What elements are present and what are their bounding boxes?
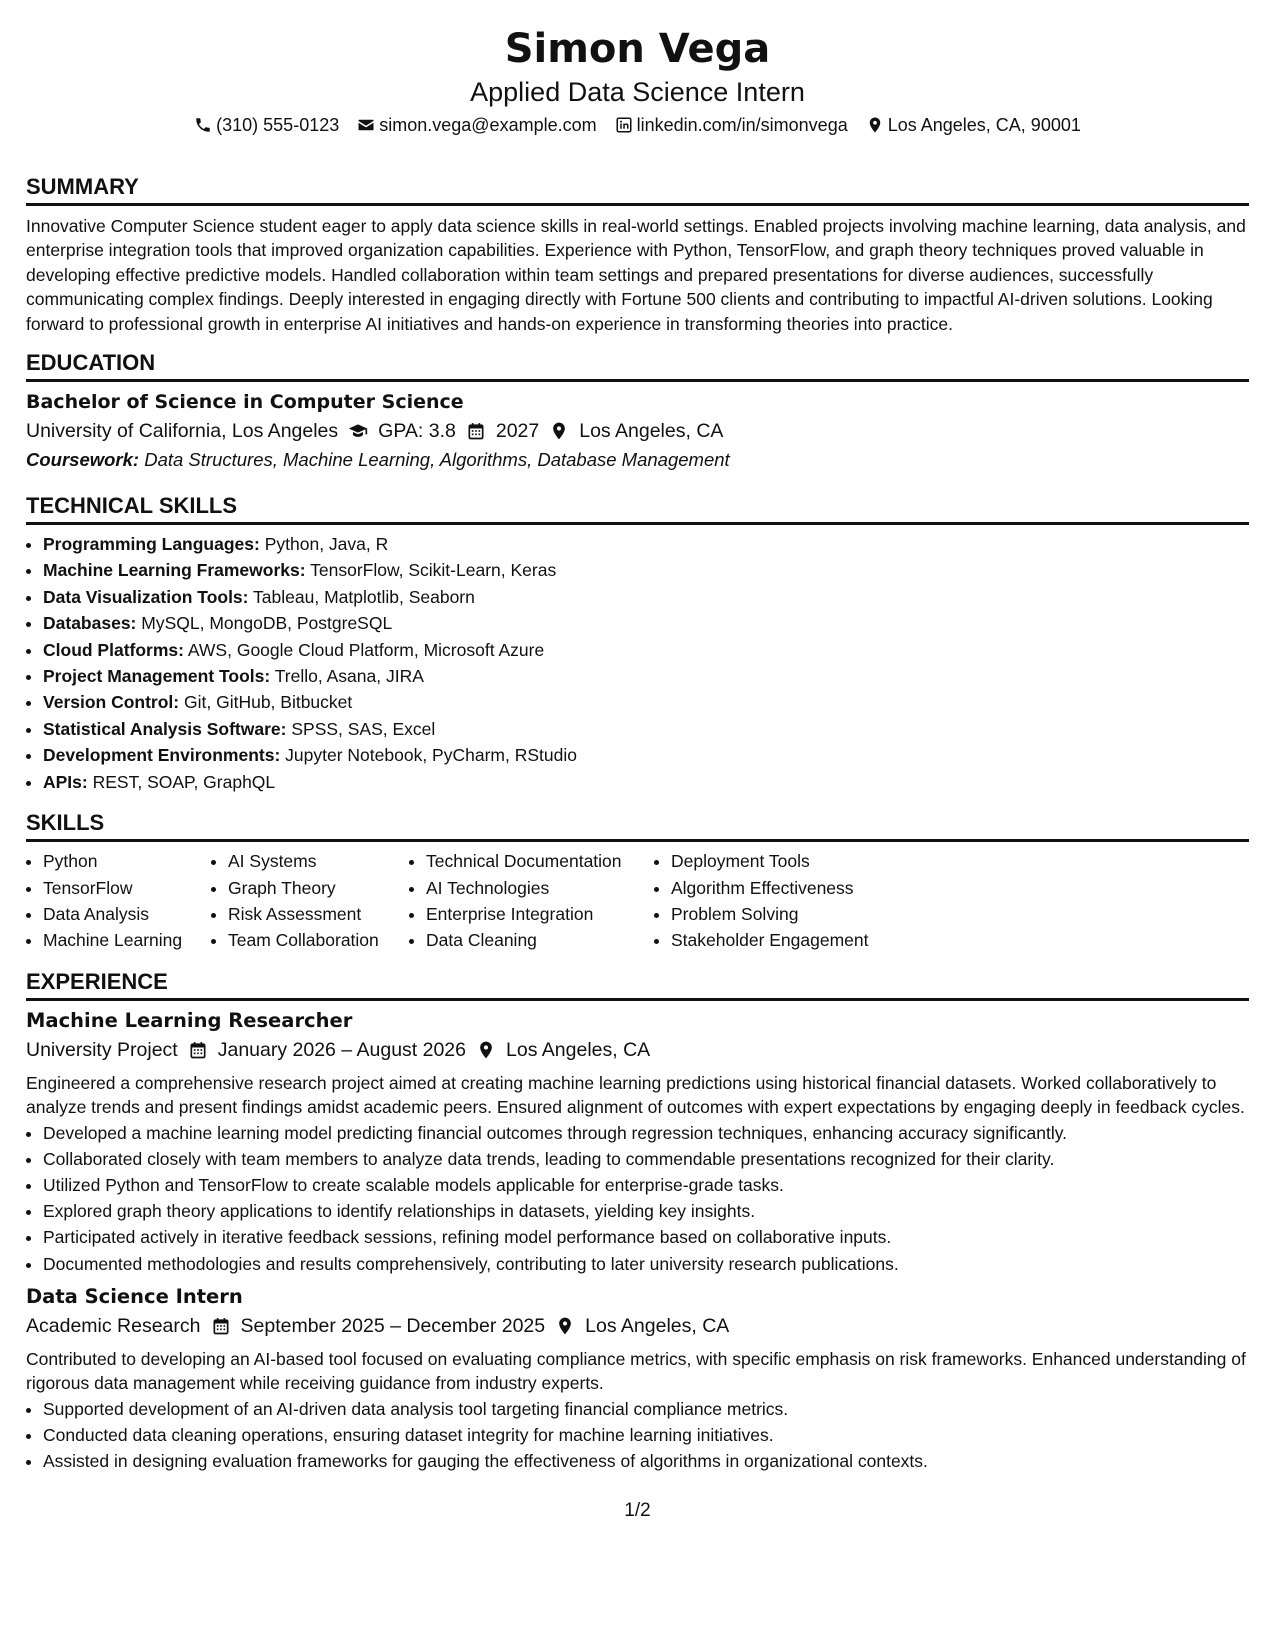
- list-item: [43, 557, 1249, 583]
- school-location: Los Angeles, CA: [579, 420, 724, 443]
- section-heading-skills: SKILLS: [26, 809, 1249, 842]
- list-item: • Machine Learning: [43, 927, 211, 953]
- list-item: • Deployment Tools: [671, 848, 911, 874]
- education-section: [26, 349, 1249, 474]
- section-heading-education: EDUCATION: [26, 349, 1249, 382]
- skill-values: Tableau, Matplotlib, Seaborn: [253, 586, 475, 607]
- calendar-icon: [466, 421, 486, 441]
- section-heading-technical-skills: TECHNICAL SKILLS: [26, 492, 1249, 525]
- skill-category: Project Management Tools:: [43, 666, 271, 687]
- skill-values: Git, GitHub, Bitbucket: [184, 692, 353, 713]
- list-item: • Data Analysis: [43, 901, 211, 927]
- list-item: • Collaborated closely with team members to analyze data trends, leading to commendable presentations recognized for their clarity.: [43, 1146, 1249, 1172]
- list-item: [43, 689, 1249, 715]
- list-item: • AI Systems: [228, 848, 409, 874]
- candidate-name: Simon Vega: [504, 26, 771, 72]
- job-organization: Academic Research: [26, 1314, 201, 1337]
- skill-values: MySQL, MongoDB, PostgreSQL: [141, 613, 393, 634]
- list-item: • Conducted data cleaning operations, ensuring dataset integrity for machine learning initiatives.: [43, 1422, 1249, 1448]
- job-dates: January 2026 – August 2026: [217, 1038, 467, 1061]
- list-item: • Risk Assessment: [228, 901, 409, 927]
- linkedin-icon: [615, 116, 633, 134]
- list-item: • Participated actively in iterative feedback sessions, refining model performance based on collaborative inputs.: [43, 1224, 1249, 1250]
- coursework-line: [26, 446, 1249, 474]
- list-item: • Supported development of an AI-driven data analysis tool targeting financial compliance metrics.: [43, 1396, 1249, 1422]
- list-item: • AI Technologies: [426, 875, 654, 901]
- list-item: • Python: [43, 848, 211, 874]
- skill-values: Python, Java, R: [264, 534, 389, 555]
- phone-text: (310) 555-0123: [216, 115, 340, 135]
- calendar-icon: [188, 1040, 208, 1060]
- list-item: [43, 663, 1249, 689]
- school-name: University of California, Los Angeles: [26, 420, 339, 443]
- job-title: Data Science Intern: [26, 1284, 243, 1308]
- degree-title: Bachelor of Science in Computer Science: [26, 391, 464, 414]
- experience-entry: [26, 1007, 1249, 1277]
- list-item: [43, 716, 1249, 742]
- skills-column: [654, 848, 911, 954]
- technical-skills-section: [26, 492, 1249, 795]
- list-item: • Problem Solving: [671, 901, 911, 927]
- job-bullets: [26, 1396, 1249, 1475]
- list-item: [43, 584, 1249, 610]
- linkedin-text: linkedin.com/in/simonvega: [636, 115, 848, 135]
- job-organization: University Project: [26, 1038, 178, 1061]
- skill-category: Machine Learning Frameworks:: [43, 560, 306, 581]
- envelope-icon: [357, 116, 375, 134]
- calendar-icon: [211, 1316, 231, 1336]
- skill-values: AWS, Google Cloud Platform, Microsoft Azure: [187, 639, 545, 660]
- map-pin-icon: [476, 1040, 496, 1060]
- list-item: [43, 769, 1249, 795]
- experience-entry: [26, 1283, 1249, 1474]
- list-item: • Algorithm Effectiveness: [671, 875, 911, 901]
- skill-values: SPSS, SAS, Excel: [291, 718, 436, 739]
- graduation-year: 2027: [495, 420, 540, 443]
- list-item: • Assisted in designing evaluation frameworks for gauging the effectiveness of algorithms in organizational contexts.: [43, 1448, 1249, 1474]
- coursework-label: Coursework:: [26, 449, 140, 471]
- section-heading-experience: EXPERIENCE: [26, 968, 1249, 1001]
- coursework-list: Data Structures, Machine Learning, Algorithms, Database Management: [144, 449, 730, 471]
- list-item: • Explored graph theory applications to identify relationships in datasets, yielding key insights.: [43, 1198, 1249, 1224]
- map-pin-icon: [549, 421, 569, 441]
- skill-category: Development Environments:: [43, 745, 281, 766]
- list-item: • Developed a machine learning model predicting financial outcomes through regression techniques, enhancing accuracy significantly.: [43, 1120, 1249, 1146]
- skill-values: Jupyter Notebook, PyCharm, RStudio: [285, 745, 577, 766]
- map-pin-icon: [555, 1316, 575, 1336]
- list-item: • Team Collaboration: [228, 927, 409, 953]
- education-meta: [26, 416, 1249, 446]
- page-number: 1/2: [624, 1500, 651, 1521]
- list-item: • Data Cleaning: [426, 927, 654, 953]
- candidate-headline: Applied Data Science Intern: [470, 77, 805, 107]
- skills-section: [26, 809, 1249, 954]
- graduation-cap-icon: [348, 421, 368, 441]
- skill-category: Databases:: [43, 613, 137, 634]
- job-location: Los Angeles, CA: [506, 1038, 651, 1061]
- map-pin-icon: [866, 116, 884, 134]
- resume-page: [26, 0, 1249, 1474]
- list-item: [43, 637, 1249, 663]
- list-item: • Stakeholder Engagement: [671, 927, 911, 953]
- job-description: Engineered a comprehensive research project aimed at creating machine learning predictions using historical financial datasets. Worked collaboratively to analyze trends and present findings amidst academic peers. Ensured alignment of outcomes with expert expectations by engaging deeply in feedback cycles.: [26, 1072, 1245, 1118]
- skill-values: REST, SOAP, GraphQL: [92, 771, 276, 792]
- job-meta: [26, 1311, 1249, 1341]
- list-item: • Utilized Python and TensorFlow to create scalable models applicable for enterprise-grade tasks.: [43, 1172, 1249, 1198]
- job-dates: September 2025 – December 2025: [240, 1314, 546, 1337]
- skills-column: [26, 848, 211, 954]
- email-text: simon.vega@example.com: [379, 115, 597, 135]
- list-item: [43, 610, 1249, 636]
- skill-category: APIs:: [43, 771, 88, 792]
- skill-category: Statistical Analysis Software:: [43, 718, 287, 739]
- list-item: • Technical Documentation: [426, 848, 654, 874]
- job-meta: [26, 1035, 1249, 1065]
- list-item: • TensorFlow: [43, 875, 211, 901]
- section-heading-summary: SUMMARY: [26, 173, 1249, 206]
- skill-category: Data Visualization Tools:: [43, 586, 249, 607]
- list-item: • Documented methodologies and results comprehensively, contributing to later university research publications.: [43, 1251, 1249, 1277]
- skills-column: [211, 848, 409, 954]
- job-location: Los Angeles, CA: [585, 1314, 730, 1337]
- list-item: [43, 531, 1249, 557]
- list-item: • Graph Theory: [228, 875, 409, 901]
- location-text: Los Angeles, CA, 90001: [887, 115, 1081, 135]
- gpa-text: GPA: 3.8: [378, 420, 456, 443]
- skill-category: Programming Languages:: [43, 534, 260, 555]
- contact-bar: [26, 113, 1249, 137]
- skill-values: TensorFlow, Scikit-Learn, Keras: [310, 560, 557, 581]
- skills-column: [409, 848, 654, 954]
- contact-location: [866, 113, 1081, 137]
- contact-email[interactable]: [357, 113, 596, 137]
- list-item: [43, 742, 1249, 768]
- phone-icon: [194, 116, 212, 134]
- experience-section: [26, 968, 1249, 1474]
- job-description: Contributed to developing an AI-based tool focused on evaluating compliance metrics, with specific emphasis on risk frameworks. Enhanced understanding of rigorous data management while receiving guidance from industry experts.: [26, 1348, 1246, 1394]
- technical-skills-list: [26, 531, 1249, 795]
- skills-grid: [26, 848, 1249, 954]
- job-bullets: [26, 1120, 1249, 1277]
- list-item: • Enterprise Integration: [426, 901, 654, 927]
- summary-text: Innovative Computer Science student eager to apply data science skills in real-world settings. Enabled projects involving machine learning, data analysis, and enterprise integration tools that improved organization capabilities. Experience with Python, TensorFlow, and graph theory techniques proved valuable in developing effective predictive models. Handled collaboration within team settings and prepared presentations for diverse audiences, successfully communicating complex findings. Deeply interested in engaging directly with Fortune 500 clients and contributing to impactful AI-driven solutions. Looking forward to professional growth in enterprise AI initiatives and hands-on experience in transforming theories into practice.: [26, 216, 1246, 334]
- job-title: Machine Learning Researcher: [26, 1008, 353, 1032]
- summary-section: [26, 173, 1249, 336]
- contact-phone[interactable]: [194, 113, 339, 137]
- contact-linkedin[interactable]: [615, 113, 848, 137]
- skill-values: Trello, Asana, JIRA: [274, 666, 424, 687]
- skill-category: Cloud Platforms:: [43, 639, 184, 660]
- skill-category: Version Control:: [43, 692, 180, 713]
